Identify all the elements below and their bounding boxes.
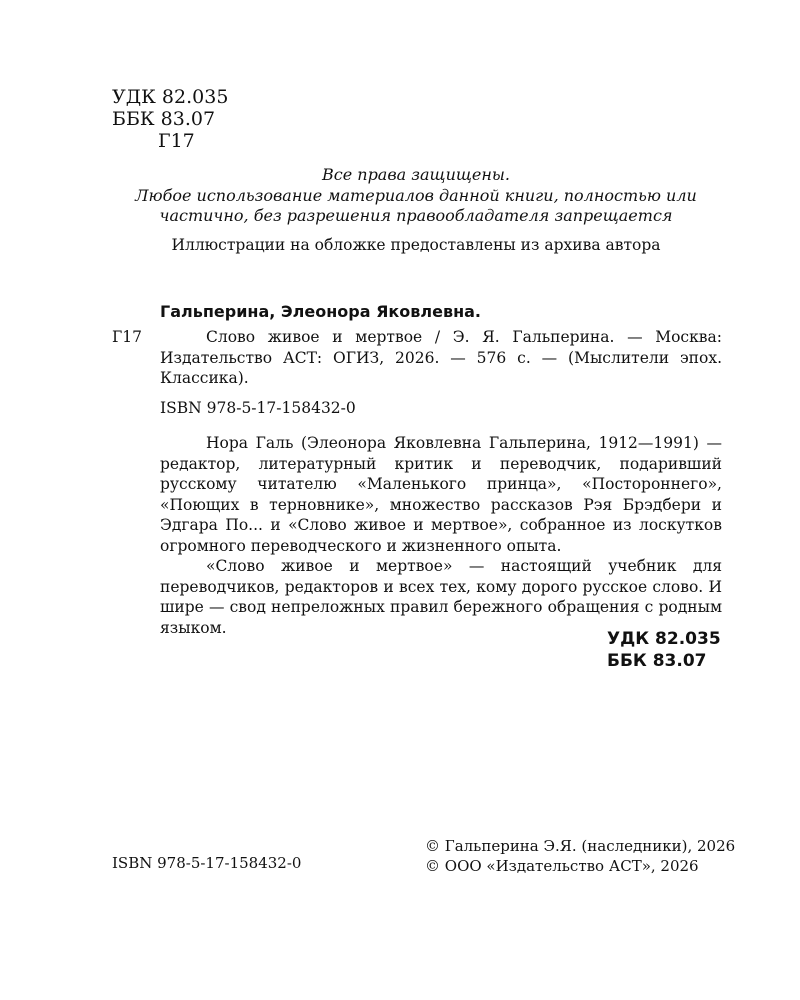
udk-code: УДК 82.035 — [112, 86, 229, 108]
bibliographic-entry: Слово живое и мертвое / Э. Я. Гальперина. — Москва: Издательство АСТ: ОГИЗ, 2026. — 576 с. — (Мыслители эпох. Классика). — [160, 328, 722, 387]
cutter-code: Г17 — [158, 130, 195, 152]
rights-notice — [110, 165, 722, 227]
annotation-paragraph: Нора Галь (Элеонора Яковлевна Гальперина, 1912—1991) — редактор, литературный критик и переводчик, подаривший русскому читателю «Маленького принца», «Постороннего», «Поющих в терновнике», множество рассказов Рэя Брэдбери и Эдгара По... и «Слово живое и мертвое», собранное из лоскутков огромного переводческого и жизненного опыта. — [160, 434, 722, 555]
annotation — [160, 433, 722, 638]
udk-code-bold: УДК 82.035 — [607, 629, 721, 649]
annotation-paragraph: «Слово живое и мертвое» — настоящий учебник для переводчиков, редакторов и всех тех, кому дорого русское слово. И шире — свод непреложных правил бережного обращения с родным языком. — [160, 557, 722, 637]
bib-cutter-code: Г17 — [112, 328, 142, 346]
illustrations-note: Иллюстрации на обложке предоставлены из архива автора — [171, 236, 661, 254]
copyright-line: © Гальперина Э.Я. (наследники), 2026 — [425, 837, 736, 855]
copyright-line: © ООО «Издательство АСТ», 2026 — [425, 857, 699, 875]
rights-line-1: Все права защищены. — [321, 165, 511, 184]
isbn: ISBN 978-5-17-158432-0 — [160, 399, 356, 417]
classification-codes — [607, 628, 721, 672]
rights-line-3: частично, без разрешения правообладателя запрещается — [159, 206, 673, 225]
copyright-block — [425, 836, 735, 876]
rights-line-2: Любое использование материалов данной книги, полностью или — [135, 185, 697, 205]
footer-isbn: ISBN 978-5-17-158432-0 — [112, 854, 302, 872]
bbk-code: ББК 83.07 — [112, 108, 216, 130]
bbk-code-bold: ББК 83.07 — [607, 651, 707, 671]
author-heading: Гальперина, Элеонора Яковлевна. — [160, 302, 481, 321]
